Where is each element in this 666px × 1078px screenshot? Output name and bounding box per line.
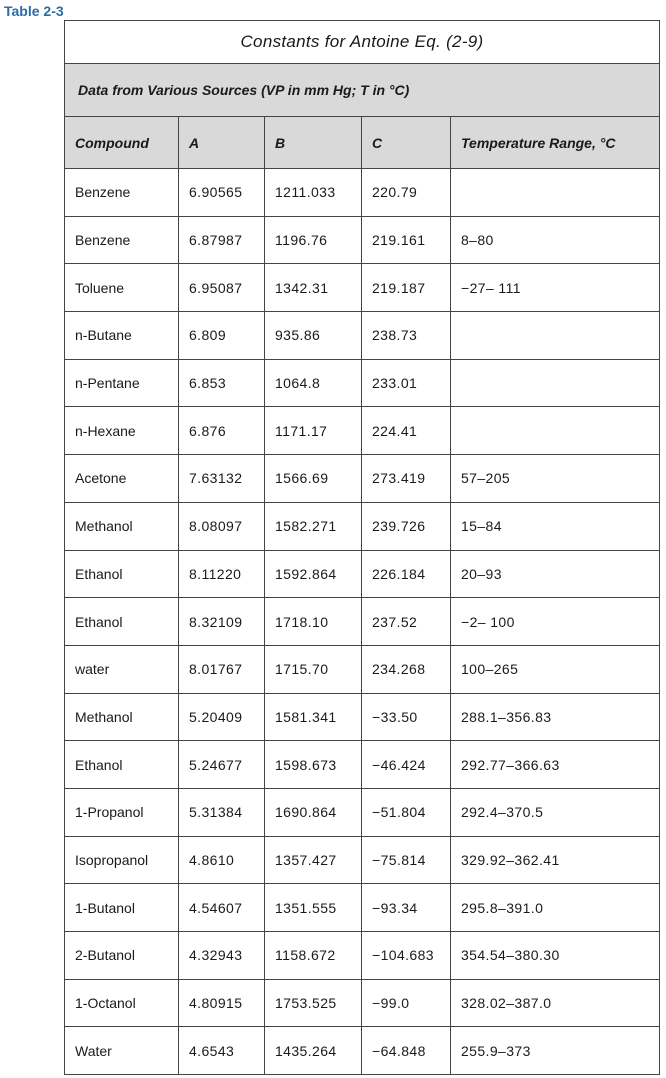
header-c: C <box>362 117 451 168</box>
table-row <box>65 884 659 932</box>
cell-a: 8.08097 <box>179 503 265 550</box>
cell-b: 1351.555 <box>265 884 362 931</box>
cell-c: 237.52 <box>362 598 451 645</box>
antoine-constants-table <box>64 20 660 1075</box>
cell-b: 1581.341 <box>265 694 362 741</box>
table-row <box>65 646 659 694</box>
cell-b: 1158.672 <box>265 932 362 979</box>
source-note: Data from Various Sources (VP in mm Hg; T in °C) <box>65 64 659 117</box>
cell-temperature-range: 295.8–391.0 <box>461 899 544 916</box>
cell-a: 4.54607 <box>179 884 265 931</box>
cell-temperature-range: −27– 111 <box>461 279 521 296</box>
cell-compound: Benzene <box>65 217 179 264</box>
cell-b: 1715.70 <box>265 646 362 693</box>
cell-b: 1690.864 <box>265 789 362 836</box>
cell-temperature-range: −2– 100 <box>461 613 515 630</box>
cell-temperature-range: 100–265 <box>461 661 519 678</box>
table-row <box>65 789 659 837</box>
cell-a: 7.63132 <box>179 455 265 502</box>
table-title: Constants for Antoine Eq. (2-9) <box>65 21 659 64</box>
cell-compound: Ethanol <box>65 741 179 788</box>
cell-c: −75.814 <box>362 837 451 884</box>
cell-b: 1342.31 <box>265 264 362 311</box>
cell-c: −99.0 <box>362 980 451 1027</box>
cell-c: 233.01 <box>362 360 451 407</box>
table-row <box>65 360 659 408</box>
header-b: B <box>265 117 362 168</box>
cell-compound: n-Pentane <box>65 360 179 407</box>
cell-compound: water <box>65 646 179 693</box>
cell-c: 273.419 <box>362 455 451 502</box>
cell-c: −64.848 <box>362 1027 451 1074</box>
cell-a: 6.87987 <box>179 217 265 264</box>
cell-temperature-range: 329.92–362.41 <box>461 851 560 868</box>
cell-c: 219.187 <box>362 264 451 311</box>
cell-b: 1718.10 <box>265 598 362 645</box>
table-row <box>65 741 659 789</box>
cell-a: 5.31384 <box>179 789 265 836</box>
header-temperature-range: Temperature Range, °C <box>461 134 616 151</box>
cell-b: 1196.76 <box>265 217 362 264</box>
cell-temperature-range <box>451 407 659 454</box>
cell-a: 5.24677 <box>179 741 265 788</box>
cell-a: 8.01767 <box>179 646 265 693</box>
table-row <box>65 312 659 360</box>
table-row <box>65 407 659 455</box>
cell-compound: Acetone <box>65 455 179 502</box>
cell-b: 1598.673 <box>265 741 362 788</box>
table-label: Table 2-3 <box>4 3 64 19</box>
cell-c: 220.79 <box>362 169 451 216</box>
cell-a: 4.8610 <box>179 837 265 884</box>
cell-b: 1753.525 <box>265 980 362 1027</box>
cell-c: −104.683 <box>362 932 451 979</box>
cell-a: 6.809 <box>179 312 265 359</box>
table-row <box>65 264 659 312</box>
table-row <box>65 694 659 742</box>
cell-a: 8.32109 <box>179 598 265 645</box>
cell-c: −93.34 <box>362 884 451 931</box>
cell-b: 1211.033 <box>265 169 362 216</box>
cell-compound: Toluene <box>65 264 179 311</box>
cell-compound: n-Butane <box>65 312 179 359</box>
cell-b: 1357.427 <box>265 837 362 884</box>
cell-b: 935.86 <box>265 312 362 359</box>
cell-c: 226.184 <box>362 551 451 598</box>
cell-compound: Methanol <box>65 694 179 741</box>
cell-temperature-range: 20–93 <box>461 565 502 582</box>
cell-compound: Ethanol <box>65 598 179 645</box>
cell-b: 1566.69 <box>265 455 362 502</box>
cell-temperature-range: 15–84 <box>461 518 502 535</box>
table-row <box>65 455 659 503</box>
cell-compound: Water <box>65 1027 179 1074</box>
cell-a: 6.876 <box>179 407 265 454</box>
cell-temperature-range <box>451 360 659 407</box>
cell-compound: 1-Propanol <box>65 789 179 836</box>
table-row <box>65 932 659 980</box>
cell-b: 1582.271 <box>265 503 362 550</box>
cell-temperature-range: 255.9–373 <box>461 1042 531 1059</box>
table-row <box>65 503 659 551</box>
cell-compound: Benzene <box>65 169 179 216</box>
cell-c: −46.424 <box>362 741 451 788</box>
table-row <box>65 980 659 1028</box>
cell-c: 224.41 <box>362 407 451 454</box>
cell-temperature-range <box>451 312 659 359</box>
cell-temperature-range: 292.77–366.63 <box>461 756 560 773</box>
table-row <box>65 1027 659 1074</box>
header-row <box>65 117 659 169</box>
cell-compound: Methanol <box>65 503 179 550</box>
cell-temperature-range <box>451 169 659 216</box>
table-row <box>65 551 659 599</box>
cell-b: 1592.864 <box>265 551 362 598</box>
cell-c: 234.268 <box>362 646 451 693</box>
table-row <box>65 837 659 885</box>
cell-a: 4.80915 <box>179 980 265 1027</box>
header-a: A <box>179 117 265 168</box>
cell-compound: Isopropanol <box>65 837 179 884</box>
header-compound: Compound <box>65 117 179 168</box>
cell-c: −33.50 <box>362 694 451 741</box>
cell-a: 5.20409 <box>179 694 265 741</box>
cell-temperature-range: 328.02–387.0 <box>461 995 552 1012</box>
cell-b: 1171.17 <box>265 407 362 454</box>
cell-a: 4.32943 <box>179 932 265 979</box>
cell-a: 6.853 <box>179 360 265 407</box>
cell-c: 239.726 <box>362 503 451 550</box>
cell-a: 4.6543 <box>179 1027 265 1074</box>
cell-temperature-range: 288.1–356.83 <box>461 708 552 725</box>
cell-compound: 1-Octanol <box>65 980 179 1027</box>
table-row <box>65 217 659 265</box>
cell-a: 6.95087 <box>179 264 265 311</box>
cell-c: 219.161 <box>362 217 451 264</box>
cell-temperature-range: 354.54–380.30 <box>461 947 560 964</box>
table-row <box>65 598 659 646</box>
cell-temperature-range: 57–205 <box>461 470 511 487</box>
table-row <box>65 169 659 217</box>
cell-a: 6.90565 <box>179 169 265 216</box>
cell-b: 1064.8 <box>265 360 362 407</box>
cell-a: 8.11220 <box>179 551 265 598</box>
cell-b: 1435.264 <box>265 1027 362 1074</box>
cell-c: 238.73 <box>362 312 451 359</box>
cell-compound: Ethanol <box>65 551 179 598</box>
cell-temperature-range: 8–80 <box>461 232 494 249</box>
cell-compound: 2-Butanol <box>65 932 179 979</box>
cell-temperature-range: 292.4–370.5 <box>461 804 544 821</box>
cell-compound: n-Hexane <box>65 407 179 454</box>
cell-c: −51.804 <box>362 789 451 836</box>
cell-compound: 1-Butanol <box>65 884 179 931</box>
table-body <box>65 169 659 1074</box>
